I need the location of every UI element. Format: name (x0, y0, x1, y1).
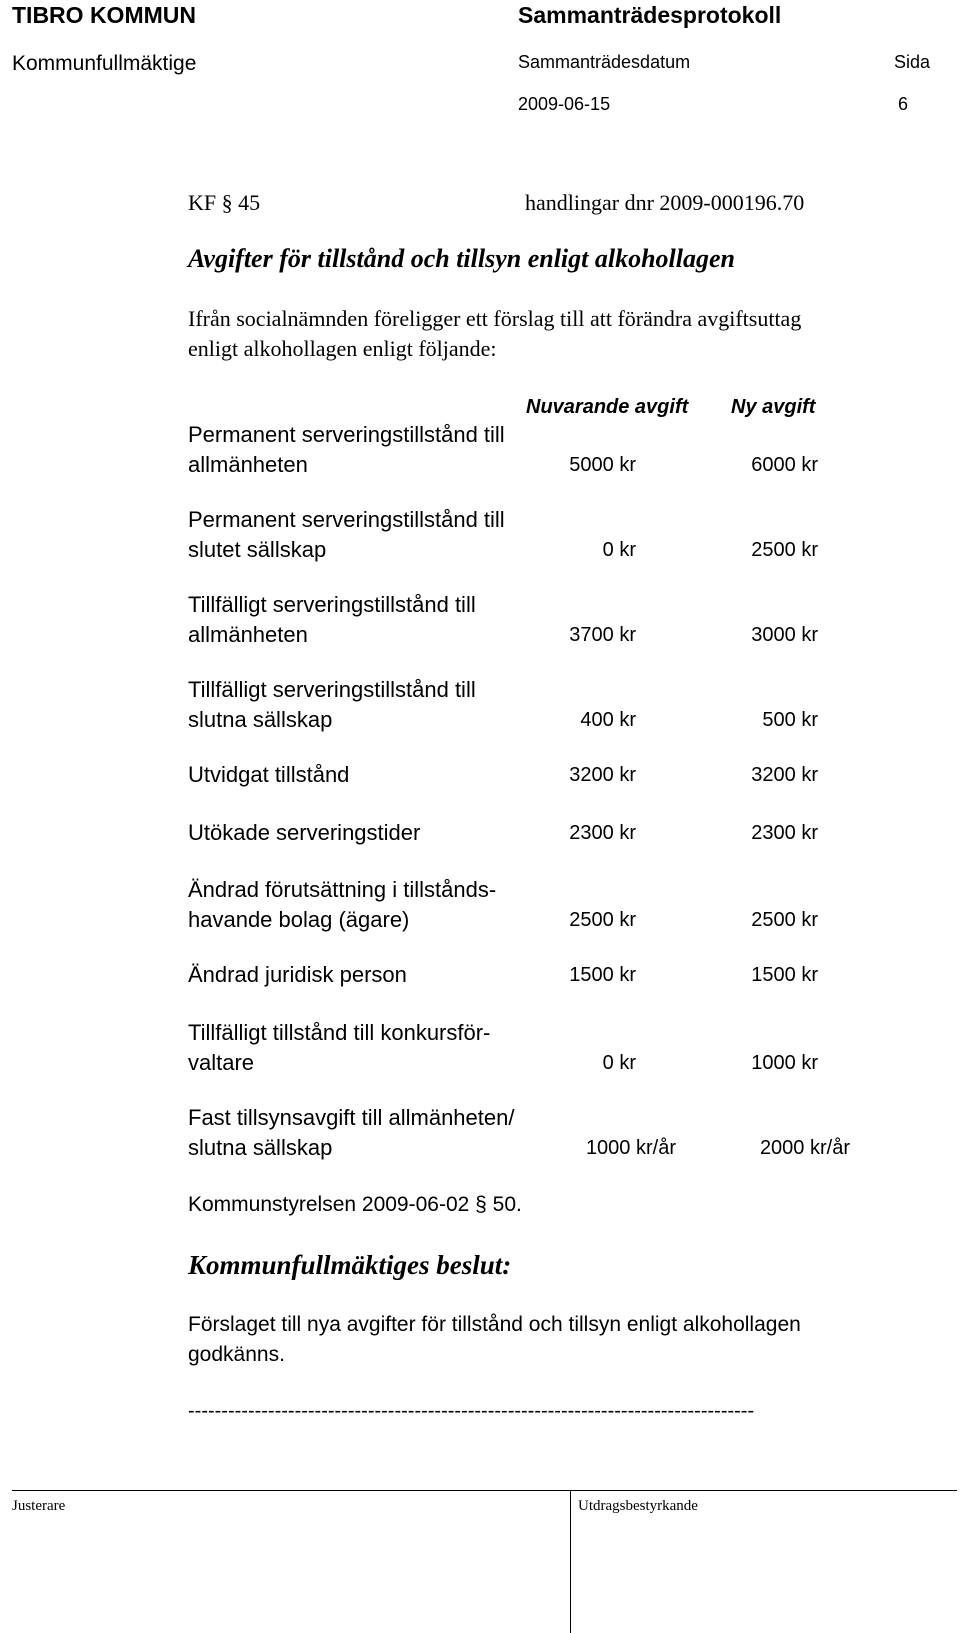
fee-row-label (188, 675, 548, 735)
fee-row-label-line: Utökade serveringstider (188, 820, 421, 845)
fee-row-new: 3200 kr (751, 764, 818, 786)
document-type: Sammanträdesprotokoll (518, 2, 782, 28)
fee-row-current: 3200 kr (569, 764, 636, 786)
org-name: TIBRO KOMMUN (12, 2, 196, 28)
fee-row-label (188, 505, 548, 565)
fee-row-new: 3000 kr (751, 624, 818, 646)
column-current-fee: Nuvarande avgift (526, 396, 689, 418)
fee-row-label-line: Tillfälligt serveringstillstånd till (188, 677, 476, 702)
intro-line-2: enligt alkohollagen enligt följande: (188, 336, 497, 361)
meeting-date: 2009-06-15 (518, 94, 611, 114)
decision-line-2: godkänns. (188, 1343, 285, 1366)
fee-row-label (188, 1018, 548, 1078)
fee-row-new: 2000 kr/år (759, 1137, 850, 1159)
intro-line-1: Ifrån socialnämnden föreligger ett förslag till att förändra avgiftsuttag (188, 306, 802, 331)
fee-row-label-line: Utvidgat tillstånd (188, 762, 350, 787)
page-number: 6 (898, 94, 909, 114)
meeting-date-label: Sammanträdesdatum (518, 52, 691, 72)
fee-row-new: 6000 kr (751, 454, 818, 476)
fee-row-label-line: slutna sällskap (188, 1135, 333, 1160)
fee-row-label-line: Ändrad förutsättning i tillstånds- (188, 877, 497, 902)
fee-row-label-line: Permanent serveringstillstånd till (188, 507, 505, 532)
fee-row-new: 1500 kr (751, 964, 818, 986)
fee-row-current: 400 kr (580, 709, 636, 731)
fee-row-label-line: allmänheten (188, 452, 308, 477)
footer-divider (570, 1490, 571, 1633)
fee-row-current: 2500 kr (569, 909, 636, 931)
decision-heading: Kommunfullmäktiges beslut: (188, 1250, 512, 1280)
item-title: Avgifter för tillstånd och tillsyn enligt alkohollagen (188, 244, 736, 273)
fee-row-label (188, 590, 548, 650)
footer-utdragsbestyrkande-label: Utdragsbestyrkande (578, 1498, 698, 1514)
fee-row-label-line: slutet sällskap (188, 537, 327, 562)
case-reference: handlingar dnr 2009-000196.70 (525, 190, 805, 215)
fee-row-label (188, 1103, 548, 1163)
column-new-fee: Ny avgift (731, 396, 816, 418)
footer-rule (12, 1490, 957, 1491)
fee-row-label-line: Ändrad juridisk person (188, 962, 407, 987)
fee-row-label-line: havande bolag (ägare) (188, 907, 410, 932)
fee-row-label-line: slutna sällskap (188, 707, 333, 732)
fee-row-label (188, 960, 548, 990)
fee-row-label-line: Fast tillsynsavgift till allmänheten/ (188, 1105, 515, 1130)
ks-reference: Kommunstyrelsen 2009-06-02 § 50. (188, 1193, 522, 1216)
page-label: Sida (894, 52, 931, 72)
footer-justerare-label: Justerare (12, 1498, 66, 1514)
separator-line: ------------------------------------------------------------------------------------- (188, 1400, 755, 1422)
fee-row-current: 1500 kr (569, 964, 636, 986)
fee-row-label-line: Permanent serveringstillstånd till (188, 422, 505, 447)
fee-row-current: 0 kr (602, 1052, 636, 1074)
fee-row-current: 1000 kr/år (585, 1137, 676, 1159)
fee-row-label-line: Tillfälligt tillstånd till konkursför- (188, 1020, 491, 1045)
fee-row-label-line: valtare (188, 1050, 255, 1075)
fee-row-label-line: allmänheten (188, 622, 308, 647)
fee-row-current: 5000 kr (569, 454, 636, 476)
fee-row-label (188, 760, 548, 790)
section-number: KF § 45 (188, 190, 261, 215)
fee-row-label (188, 818, 548, 848)
fee-row-new: 2500 kr (751, 539, 818, 561)
fee-row-current: 2300 kr (569, 822, 636, 844)
fee-row-new: 1000 kr (751, 1052, 818, 1074)
fee-row-label (188, 875, 548, 935)
fee-row-new: 2500 kr (751, 909, 818, 931)
fee-row-new: 500 kr (762, 709, 818, 731)
meeting-body: Kommunfullmäktige (12, 52, 197, 75)
fee-row-label (188, 420, 548, 480)
fee-row-current: 3700 kr (569, 624, 636, 646)
fee-row-label-line: Tillfälligt serveringstillstånd till (188, 592, 476, 617)
fee-row-new: 2300 kr (751, 822, 818, 844)
decision-line-1: Förslaget till nya avgifter för tillstånd och tillsyn enligt alkohollagen (188, 1313, 801, 1336)
fee-row-current: 0 kr (602, 539, 636, 561)
